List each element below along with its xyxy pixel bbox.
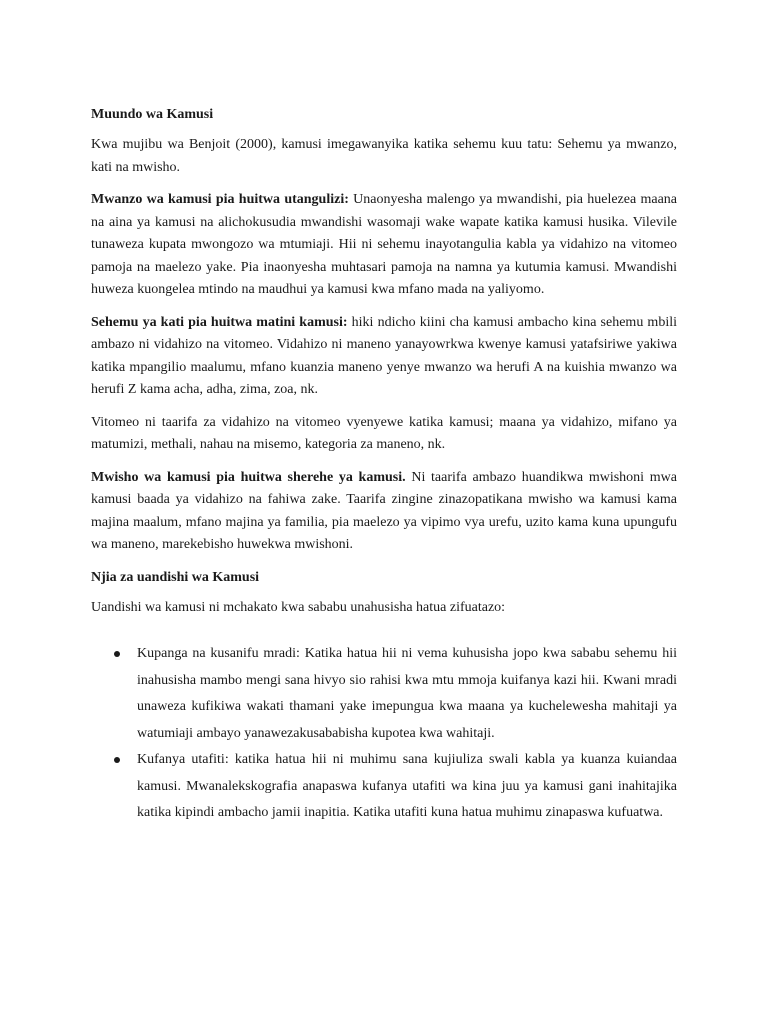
paragraph-intro: Kwa mujibu wa Benjoit (2000), kamusi imegawanyika katika sehemu kuu tatu: Sehemu ya mwanzo, kati na mwisho. [91,137,677,175]
paragraph-mwisho [91,467,677,557]
paragraph-mwanzo [91,189,677,302]
paragraph-mwisho-text: Ni taarifa ambazo huandikwa mwishoni mwa kamusi baada ya vidahizo na fahiwa zake. Taarifa zingine zinazopatikana mwisho wa kamusi kama majina maalum, mfano majina ya familia, pia maelezo ya vipimo vya urefu, uzito kama kuna upungufu wa maneno, marekebisho huwekwa mwishoni. [91,469,677,552]
list-item: Kupanga na kusanifu mradi: Katika hatua hii ni vema kuhusisha jopo kwa sababu sehemu hii inahusisha mambo mengi sana hivyo sio rahisi kwa mtu mmoja kuifanya kazi hii. Kwani mradi unaweza kufikiwa wakati thamani yake imepungua kwa maana ya kuchelewesha mahitaji ya watumiaji ambayo yanawezakusababisha kupotea kwa wahitaji. [137,641,677,747]
paragraph-mwanzo-text: Unaonyesha malengo ya mwandishi, pia huelezea maana na aina ya kamusi na alichokusudia mwandishi wasomaji wake wapate katika kamusi husika. Vilevile tunaweza kupata mwongozo wa mtumiaji. Hii ni sehemu inayotangulia kabla ya vidahizo na vitomeo pamoja na maelezo yake. Pia inaonyesha muhtasari pamoja na namna ya kutumia kamusi. Mwandishi huweza kuongelea mtindo na maudhui ya kamusi kwa mfano mada na yaliyomo. [91,192,678,297]
section-heading-njia: Njia za uandishi wa Kamusi [91,569,260,585]
paragraph-kati [91,312,677,402]
steps-list [91,641,677,827]
paragraph-kati-text: hiki ndicho kiini cha kamusi ambacho kina sehemu mbili ambazo ni vidahizo na vitomeo. Vidahizo ni maneno yanayowrkwa kwenye kamusi yatafsiriwe yakiwa katika mpangilio maalumu, mfano kuanzia maneno yenye mwanzo wa herufi A na kuishia mwanzo wa herufi Z kama acha, adha, zima, zoa, nk. [91,314,677,397]
paragraph-vitomeo: Vitomeo ni taarifa za vidahizo na vitomeo vyenyewe katika kamusi; maana ya vidahizo, mifano ya matumizi, methali, nahau na misemo, kategoria za maneno, nk. [91,414,677,452]
paragraph-mchakato: Uandishi wa kamusi ni mchakato kwa sababu unahusisha hatua zifuatazo: [91,599,506,615]
term-mwisho: Mwisho wa kamusi pia huitwa sherehe ya kamusi. [91,469,406,485]
list-item: Kufanya utafiti: katika hatua hii ni muhimu sana kujiuliza swali kabla ya kuanza kuiandaa kamusi. Mwanalekskografia anapaswa kufanya utafiti wa kina juu ya kamusi gani inahitajika katika kipindi ambacho jamii inapitia. Katika utafiti kuna hatua muhimu zinapaswa kufuatwa. [137,747,677,827]
term-mwanzo: Mwanzo wa kamusi pia huitwa utangulizi: [91,192,349,207]
term-kati: Sehemu ya kati pia huitwa matini kamusi: [91,314,348,330]
section-heading-muundo: Muundo wa Kamusi [91,107,214,122]
